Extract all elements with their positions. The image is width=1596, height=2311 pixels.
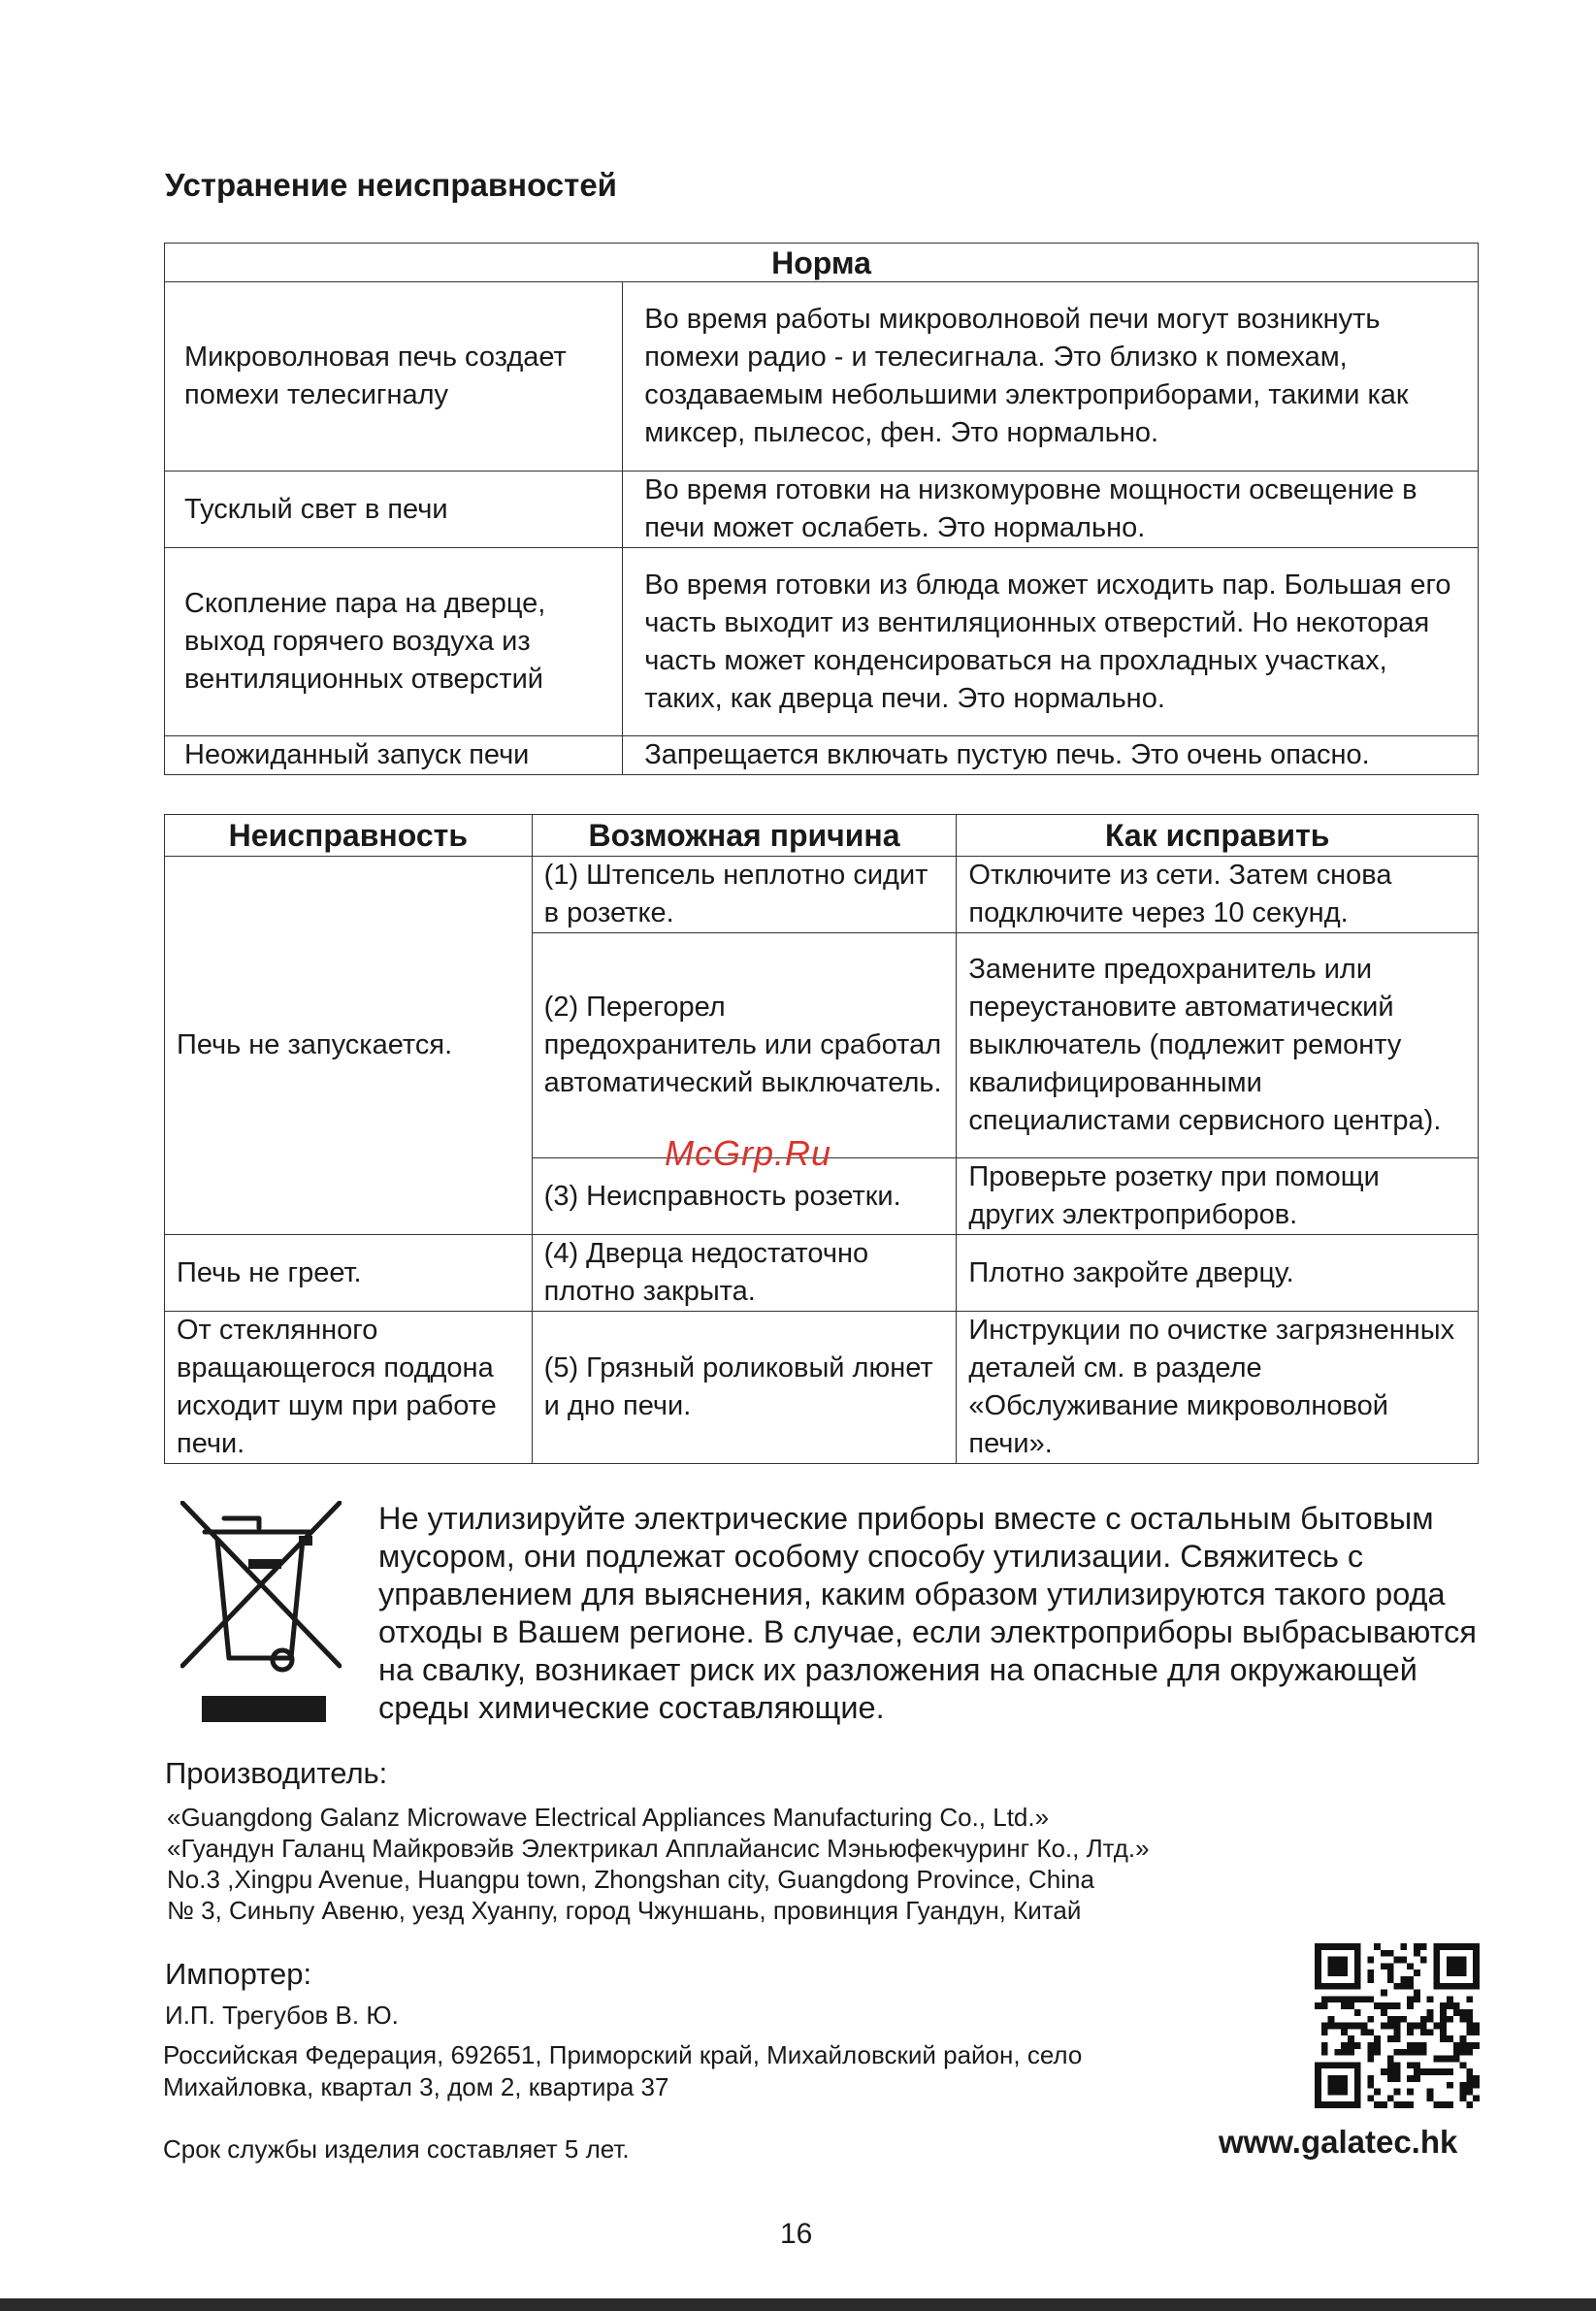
table-row — [165, 736, 1479, 775]
fault-cell: От стеклянного вращающегося поддона исходит шум при работе печи. — [165, 1312, 533, 1464]
fix-cell: Отключите из сети. Затем снова подключите через 10 секунд. — [957, 857, 1479, 933]
cause-cell: (2) Перегорел предохранитель или сработал автоматический выключатель. — [532, 933, 957, 1158]
cause-cell: (1) Штепсель неплотно сидит в розетке. — [532, 857, 957, 933]
page-number: 16 — [780, 2218, 813, 2250]
manufacturer-heading: Производитель: — [165, 1756, 388, 1790]
service-life-note: Срок службы изделия составляет 5 лет. — [163, 2134, 630, 2164]
importer-heading: Импортер: — [165, 1957, 312, 1991]
manufacturer-name-en: «Guangdong Galanz Microwave Electrical Appliances Manufacturing Co., Ltd.» — [167, 1803, 1050, 1832]
norm-issue-cell: Тусклый свет в печи — [165, 472, 623, 548]
importer-name: И.П. Трегубов В. Ю. — [165, 2001, 399, 2030]
table-row — [165, 857, 1479, 933]
bottom-border — [0, 2298, 1596, 2311]
norm-explanation-cell: Во время готовки из блюда может исходить пар. Большая его часть выходит из вентиляционных отверстий. Но некоторая часть может конденсироваться на прохладных участках, таких, как дверца печи. Это нормально. — [623, 548, 1479, 736]
table-row — [165, 472, 1479, 548]
importer-address-line: Михайловка, квартал 3, дом 2, квартира 37 — [163, 2072, 669, 2101]
manufacturer-address-en: No.3 ,Xingpu Avenue, Huangpu town, Zhongshan city, Guangdong Province, China — [167, 1865, 1094, 1894]
table-row — [165, 1235, 1479, 1312]
fix-column-header: Как исправить — [957, 815, 1479, 857]
table-row — [165, 282, 1479, 472]
fault-cell: Печь не запускается. — [165, 857, 533, 1235]
norm-table-header: Норма — [165, 244, 1479, 282]
importer-address-line: Российская Федерация, 692651, Приморский край, Михайловский район, село — [163, 2040, 1083, 2069]
table-row — [165, 548, 1479, 736]
table-row — [165, 1312, 1479, 1464]
weee-crossed-bin-icon — [180, 1501, 342, 1724]
normal-behavior-table — [164, 243, 1479, 775]
fix-cell: Плотно закройте дверцу. — [957, 1235, 1479, 1312]
norm-explanation-cell: Во время готовки на низкомуровне мощности освещение в печи может ослабеть. Это нормально. — [623, 472, 1479, 548]
fix-cell: Инструкции по очистке загрязненных деталей см. в разделе «Обслуживание микроволновой печи». — [957, 1312, 1479, 1464]
importer-address — [163, 2039, 1082, 2103]
norm-explanation-cell: Запрещается включать пустую печь. Это очень опасно. — [623, 736, 1479, 775]
fix-cell: Замените предохранитель или переустановите автоматический выключатель (подлежит ремонту квалифицированными специалистами сервисного центра). — [957, 933, 1479, 1158]
manufacturer-address-ru: № 3, Синьпу Авеню, уезд Хуанпу, город Чжуншань, провинция Гуандун, Китай — [167, 1896, 1082, 1925]
fault-cell: Печь не греет. — [165, 1235, 533, 1312]
norm-issue-cell: Неожиданный запуск печи — [165, 736, 623, 775]
website-link[interactable]: www.galatec.hk — [1219, 2124, 1458, 2160]
cause-cell: (3) Неисправность розетки. — [532, 1158, 957, 1235]
norm-explanation-cell: Во время работы микроволновой печи могут возникнуть помехи радио - и телесигнала. Это близко к помехам, создаваемым небольшими электроприборами, такими как миксер, пылесос, фен. Это нормально. — [623, 282, 1479, 472]
cause-column-header: Возможная причина — [532, 815, 957, 857]
fix-cell: Проверьте розетку при помощи других электроприборов. — [957, 1158, 1479, 1235]
norm-issue-cell: Микроволновая печь создает помехи телесигналу — [165, 282, 623, 472]
cause-cell: (4) Дверца недостаточно плотно закрыта. — [532, 1235, 957, 1312]
norm-issue-cell: Скопление пара на дверце, выход горячего воздуха из вентиляционных отверстий — [165, 548, 623, 736]
disposal-notice: Не утилизируйте электрические приборы вместе с остальным бытовым мусором, они подлежат особому способу утилизации. Свяжитесь с управлением для выяснения, каким образом утилизируются такого рода отходы в Вашем регионе. В случае, если электроприборы выбрасываются на свалку, возникает риск их разложения на опасные для окружающей среды химические составляющие. — [378, 1501, 1478, 1725]
manufacturer-details — [167, 1802, 1150, 1926]
qr-code-icon — [1315, 1943, 1480, 2108]
manufacturer-name-ru: «Гуандун Галанц Майкровэйв Электрикал Апплайансис Мэньюфекчуринг Ко., Лтд.» — [167, 1834, 1150, 1863]
cause-cell: (5) Грязный роликовый люнет и дно печи. — [532, 1312, 957, 1464]
page-title: Устранение неисправностей — [165, 167, 617, 203]
watermark: McGrp.Ru — [665, 1133, 832, 1173]
fault-column-header: Неисправность — [165, 815, 533, 857]
